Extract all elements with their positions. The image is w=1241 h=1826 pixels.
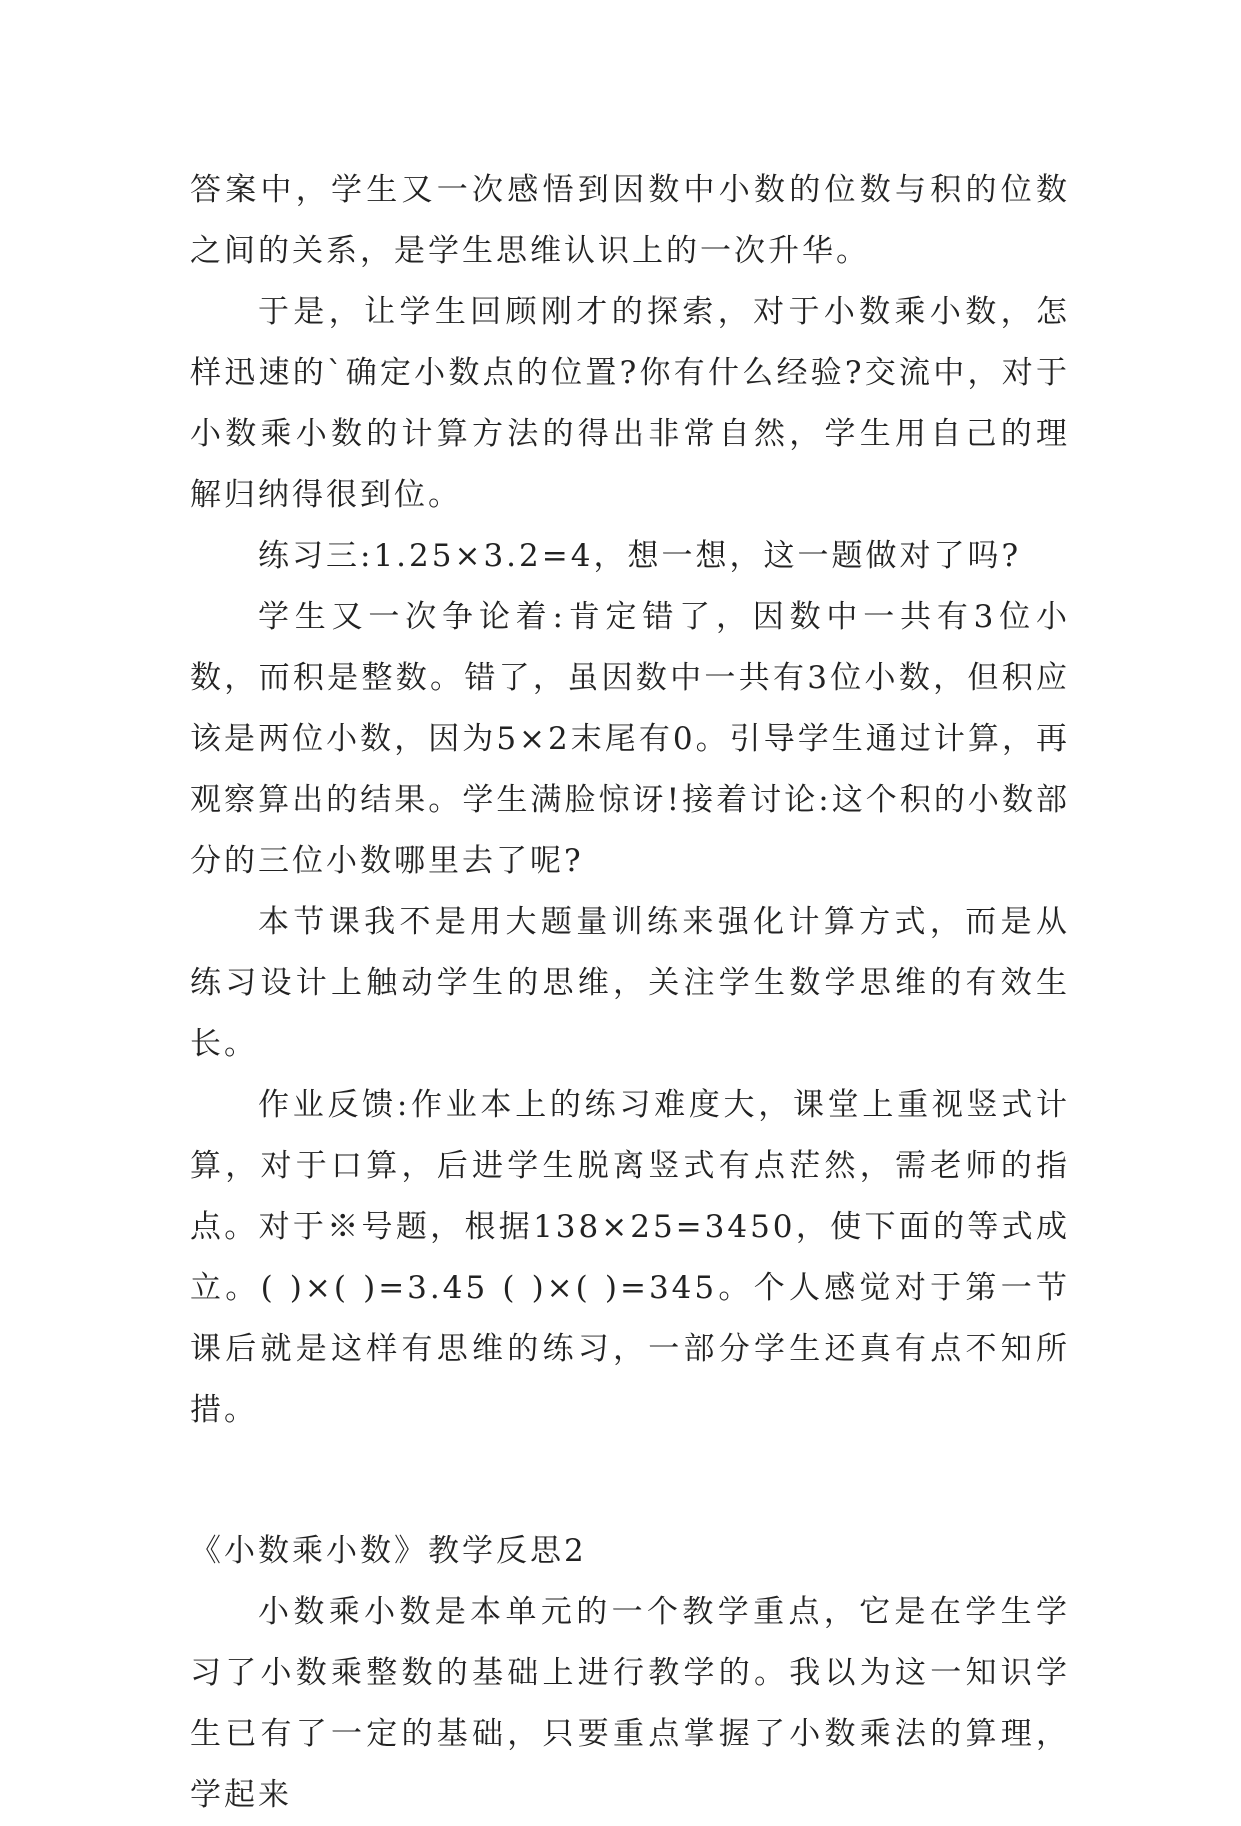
paragraph-discussion: 学生又一次争论着:肯定错了，因数中一共有3位小数，而积是整数。错了，虽因数中一共有3位小数，但积应该是两位小数，因为5×2末尾有0。引导学生通过计算，再观察算出的结果。学生满脸惊讶!接着讨论:这个积的小数部分的三位小数哪里去了呢? <box>190 599 1070 879</box>
paragraph-continuation: 答案中，学生又一次感悟到因数中小数的位数与积的位数之间的关系，是学生思维认识上的一次升华。 <box>190 172 1070 269</box>
paragraph-reflection-intro: 小数乘小数是本单元的一个教学重点，它是在学生学习了小数乘整数的基础上进行教学的。我以为这一知识学生已有了一定的基础，只要重点掌握了小数乘法的算理，学起来 <box>190 1594 1070 1813</box>
paragraph-homework-feedback: 作业反馈:作业本上的练习难度大，课堂上重视竖式计算，对于口算，后进学生脱离竖式有点茫然，需老师的指点。对于※号题，根据138×25=3450，使下面的等式成立。( )×( )=3.45 ( )×( )=345。个人感觉对于第一节课后就是这样有思维的练习，一部分学生还真有点不知所措。 <box>190 1087 1070 1428</box>
paragraph-review: 于是，让学生回顾刚才的探索，对于小数乘小数，怎样迅速的`确定小数点的位置?你有什么经验?交流中，对于小数乘小数的计算方法的得出非常自然，学生用自己的理解归纳得很到位。 <box>190 294 1070 513</box>
section-heading: 《小数乘小数》教学反思2 <box>190 1533 587 1569</box>
document-page <box>190 160 1070 1826</box>
paragraph-exercise-three: 练习三:1.25×3.2=4，想一想，这一题做对了吗? <box>258 538 1022 574</box>
paragraph-lesson-summary: 本节课我不是用大题量训练来强化计算方式，而是从练习设计上触动学生的思维，关注学生数学思维的有效生长。 <box>190 904 1070 1062</box>
